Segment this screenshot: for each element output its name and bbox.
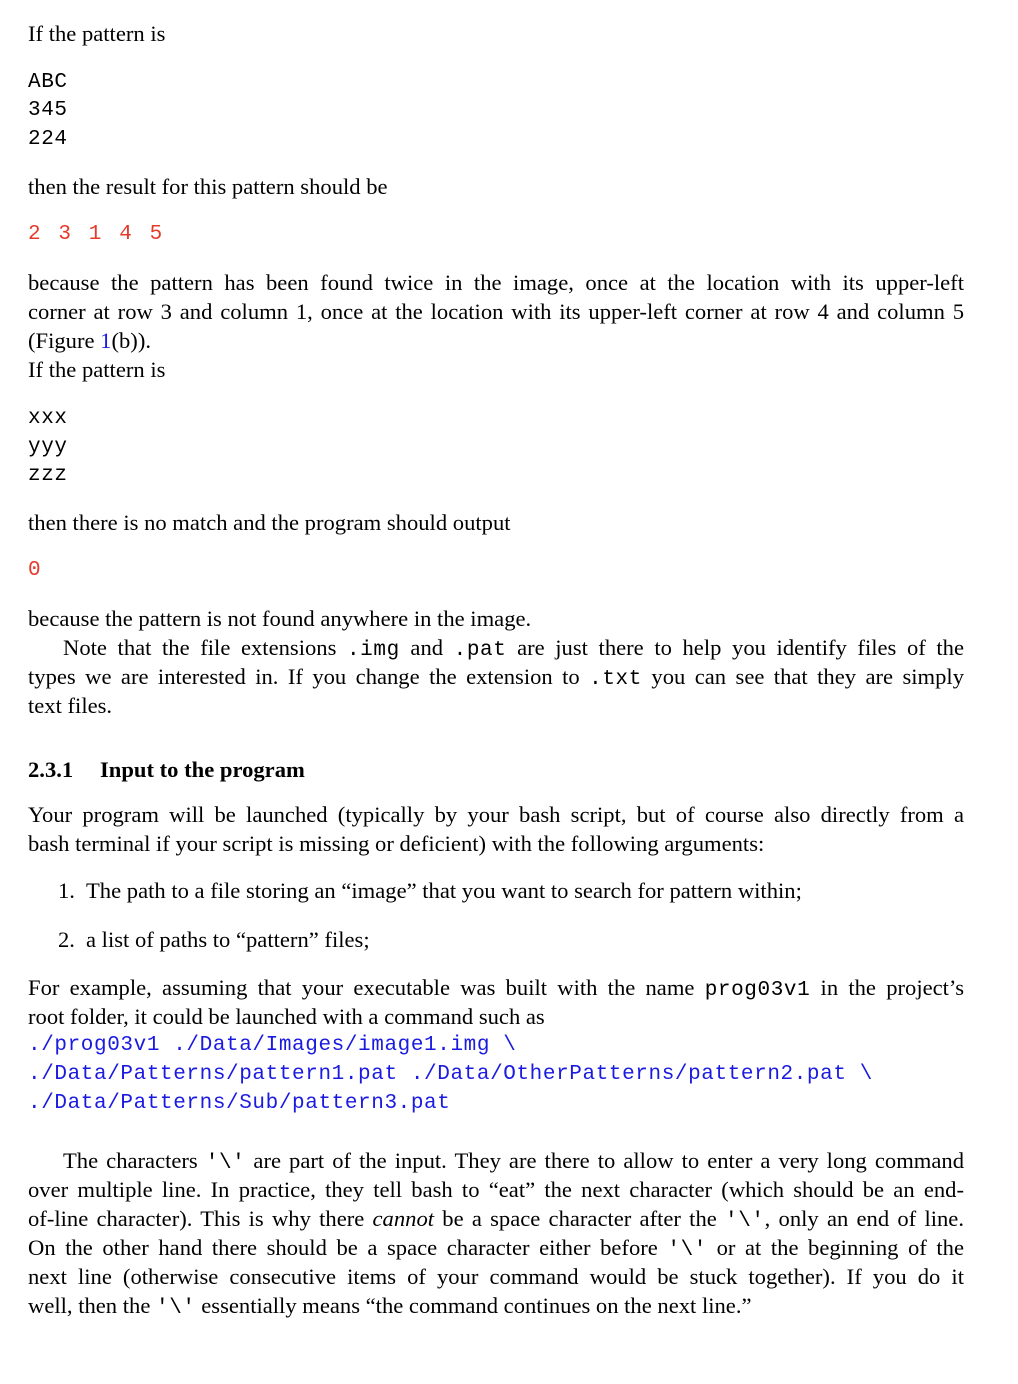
note-line-3: text files.	[28, 693, 113, 718]
explain2-line: because the pattern is not found anywhere in the image.	[28, 606, 532, 631]
list-item-text: The path to a file storing an “image” that you want to search for pattern within;	[86, 878, 802, 903]
backslash-code: '\'	[667, 1239, 707, 1262]
input-par-line-1: Your program will be launched (typically by your bash script, but of course also directly from a	[28, 802, 964, 827]
backslash-code: '\'	[205, 1152, 246, 1175]
command-line-3: ./Data/Patterns/Sub/pattern3.pat	[28, 1092, 451, 1115]
list-item-number: 2.	[58, 927, 75, 952]
prog-name-code: prog03v1	[704, 979, 811, 1002]
note-line-2: types we are interested in. If you change the extension to .txt you can see that they are simply	[28, 664, 964, 691]
result-output-1: 2 3 1 4 5	[28, 223, 163, 246]
input-par-line-2: bash terminal if your script is missing or deficient) with the following arguments:	[28, 831, 765, 856]
nomatch-intro: then there is no match and the program should output	[28, 510, 511, 535]
example-line-1: For example, assuming that your executable was built with the name prog03v1 in the project’s	[28, 975, 965, 1002]
explain1-line-2: corner at row 3 and column 1, once at the location with its upper-left corner at row 4 and column 5	[28, 299, 964, 324]
pattern2-line-3: zzz	[28, 464, 68, 487]
pattern2-line-1: xxx	[28, 407, 68, 430]
pattern1-line-1: ABC	[28, 71, 68, 94]
list-item	[58, 925, 370, 954]
emphasis-cannot: cannot	[372, 1206, 435, 1231]
backslash-par-line-1: The characters '\' are part of the input. They are there to allow to enter a very long command	[63, 1148, 964, 1175]
section-number: 2.3.1	[28, 757, 74, 782]
pattern1-line-3: 224	[28, 128, 68, 151]
backslash-par-line-4: On the other hand there should be a space character either before '\' or at the beginning of the	[28, 1235, 965, 1262]
backslash-code: '\'	[725, 1210, 765, 1233]
backslash-par-line-2: over multiple line. In practice, they tell bash to “eat” the next character (which should be an end-	[28, 1177, 964, 1202]
paragraph-pattern-intro-2: If the pattern is	[28, 357, 166, 382]
explain1-figure-pre: (Figure	[28, 328, 101, 353]
paragraph-pattern-intro-1: If the pattern is	[28, 21, 166, 46]
note-line-1: Note that the file extensions .img and .pat are just there to help you identify files of the	[63, 635, 964, 662]
backslash-par-line-3: of-line character). This is why there cannot be a space character after the '\', only an end of line.	[28, 1206, 964, 1233]
list-item-number: 1.	[58, 878, 75, 903]
pattern1-line-2: 345	[28, 99, 68, 122]
explain1-figure-post: (b)).	[111, 328, 151, 353]
ext-pat-code: .pat	[453, 639, 507, 662]
ext-img-code: .img	[346, 639, 400, 662]
backslash-code: '\'	[156, 1297, 196, 1320]
backslash-par-line-5: next line (otherwise consecutive items of your command would be stuck together). If you do it	[28, 1264, 964, 1289]
list-item	[58, 876, 802, 905]
section-heading	[28, 755, 305, 784]
command-line-1: ./prog03v1 ./Data/Images/image1.img \	[28, 1034, 517, 1057]
list-item-text: a list of paths to “pattern” files;	[86, 927, 370, 952]
section-title: Input to the program	[100, 757, 305, 782]
figure-1-link[interactable]: 1	[100, 328, 112, 353]
ext-txt-code: .txt	[589, 668, 642, 691]
command-line-2: ./Data/Patterns/pattern1.pat ./Data/OtherPatterns/pattern2.pat \	[28, 1063, 873, 1086]
result-intro: then the result for this pattern should be	[28, 174, 388, 199]
backslash-par-line-6: well, then the '\' essentially means “the command continues on the next line.”	[28, 1293, 752, 1320]
explain1-line-1: because the pattern has been found twice in the image, once at the location with its upper-left	[28, 270, 964, 295]
explain1-line-3	[28, 326, 151, 355]
pattern2-line-2: yyy	[28, 436, 68, 459]
result-output-2: 0	[28, 559, 42, 582]
example-line-2: root folder, it could be launched with a command such as	[28, 1004, 545, 1029]
